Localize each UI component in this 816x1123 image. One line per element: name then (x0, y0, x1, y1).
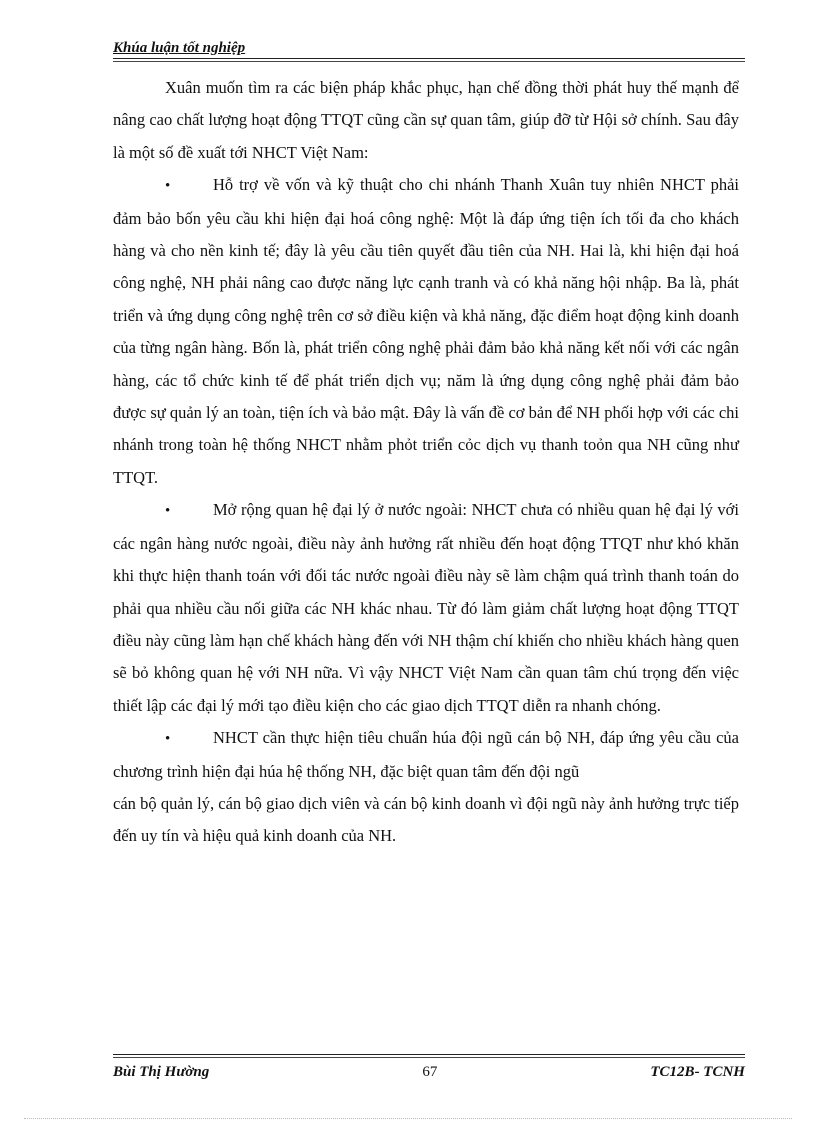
bullet-item-correspondent (113, 494, 739, 722)
bullet-text-correspondent: Mở rộng quan hệ đại lý ở nước ngoài: NHCT chưa có nhiều quan hệ đại lý với các ngân hàng nước ngoài, điều này ảnh hưởng rất nhiều đến hoạt động TTQT như khó khăn khi thực hiện thanh toán với đối tác nước ngoài điều này sẽ làm chậm quá trình thanh toán do phải qua nhiều cầu nối giữa các NH khác nhau. Từ đó làm giảm chất lượng hoạt động TTQT điều này cũng làm hạn chế khách hàng đến với NH thậm chí khiến cho nhiều khách hàng quen sẽ bỏ không quan hệ với NH nữa. Vì vậy NHCT Việt Nam cần quan tâm chú trọng đến việc thiết lập các đại lý mới tạo điều kiện cho các giao dịch TTQT diễn ra nhanh chóng. (113, 500, 739, 715)
bullet-item-support (113, 169, 739, 494)
page-footer (113, 1054, 745, 1081)
bullet-text-staff: NHCT cần thực hiện tiêu chuẩn húa đội ngũ cán bộ NH, đáp ứng yêu cầu của chương trình hiện đại húa hệ thống NH, đặc biệt quan tâm đến đội ngũ (113, 728, 739, 781)
footer-row (113, 1064, 745, 1081)
header-title: Khúa luận tốt nghiệp (113, 40, 246, 56)
page-header (113, 38, 745, 62)
header-rule-thick (113, 58, 745, 59)
document-body (113, 72, 739, 853)
footer-author: Bùi Thị Hường (113, 1064, 210, 1080)
bullet-icon: • (165, 731, 171, 748)
header-rule-thin (113, 61, 745, 62)
footer-page-number: 67 (422, 1064, 438, 1080)
bullet-text-support: Hỗ trợ về vốn và kỹ thuật cho chi nhánh Thanh Xuân tuy nhiên NHCT phải đảm bảo bốn yêu cầu khi hiện đại hoá công nghệ: Một là đáp ứng tiện ích tối đa cho khách hàng và cho nền kinh tế; đây là yêu cầu tiên quyết đầu tiên của NH. Hai là, khi hiện đại hoá công nghệ, NH phải nâng cao được năng lực cạnh tranh và có khả năng hội nhập. Ba là, phát triển và ứng dụng công nghệ trên cơ sở điều kiện và khả năng, đặc điểm hoạt động kinh doanh của từng ngân hàng. Bốn là, phát triển công nghệ phải đảm bảo khả năng kết nối với các ngân hàng, các tổ chức kinh tế để phát triển dịch vụ; năm là ứng dụng công nghệ phải đảm bảo được sự quản lý an toàn, tiện ích và bảo mật. Đây là vấn đề cơ bản để NH phối hợp với các chi nhánh trong toàn hệ thống NHCT nhằm phỏt triển cỏc dịch vụ thanh toỏn qua NH cũng như TTQT. (113, 175, 739, 487)
bullet-icon: • (165, 503, 171, 520)
page-edge-divider (24, 1118, 792, 1119)
bullet-item-staff (113, 722, 739, 788)
paragraph-closing: cán bộ quản lý, cán bộ giao dịch viên và cán bộ kinh doanh vì đội ngũ này ảnh hưởng trực tiếp đến uy tín và hiệu quả kinh doanh của NH. (113, 793, 739, 846)
footer-class-code: TC12B- TCNH (650, 1064, 745, 1080)
bullet-icon: • (165, 178, 171, 195)
paragraph-intro: Xuân muốn tìm ra các biện pháp khắc phục, hạn chế đồng thời phát huy thế mạnh để nâng cao chất lượng hoạt động TTQT cũng cần sự quan tâm, giúp đỡ từ Hội sở chính. Sau đây là một số đề xuất tới NHCT Việt Nam: (113, 78, 739, 162)
footer-rule-thin (113, 1057, 745, 1058)
footer-rule-thick (113, 1054, 745, 1055)
